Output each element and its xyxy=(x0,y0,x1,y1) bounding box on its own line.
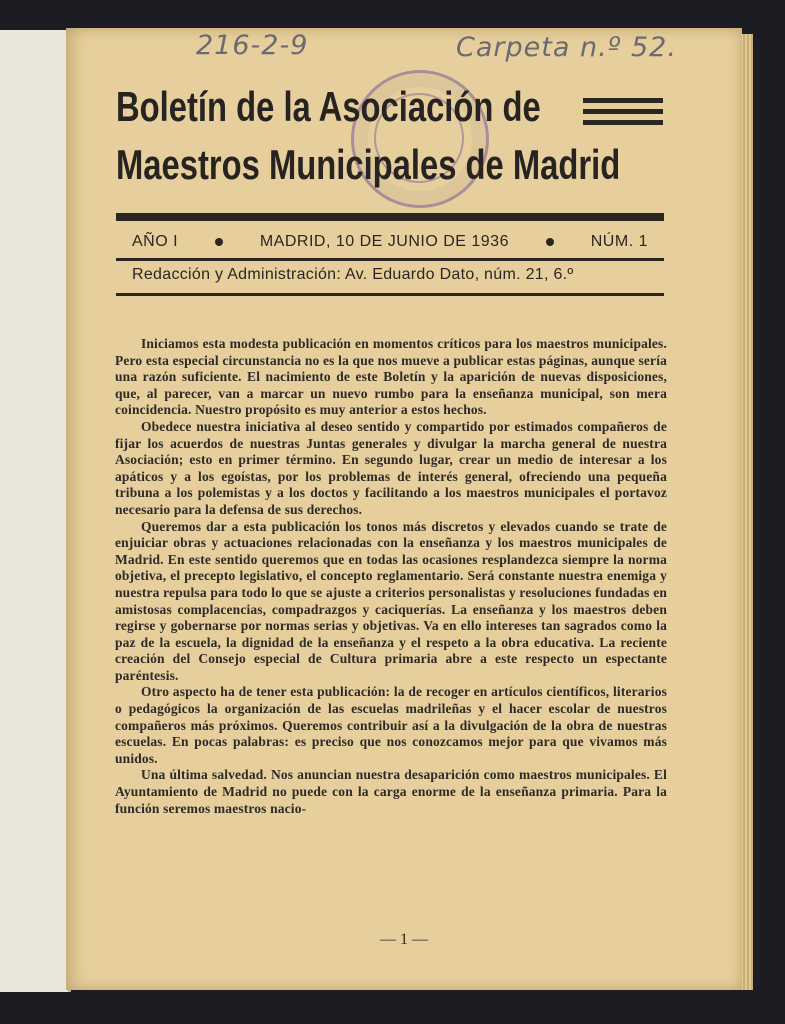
paragraph: Una última salvedad. Nos anuncian nuestra desaparición como maestros municipales. El Ayuntamiento de Madrid no puede con la carga enorme de la enseñanza primaria. Para la función seremos maestros nacio- xyxy=(115,767,667,816)
handwritten-reference: 216-2-9 xyxy=(196,30,309,61)
administration-address: Redacción y Administración: Av. Eduardo Dato, núm. 21, 6.º xyxy=(132,266,574,283)
issue-number: NÚM. 1 xyxy=(590,233,648,250)
bullet-icon xyxy=(215,238,223,246)
issue-info xyxy=(116,227,664,257)
masthead-rule xyxy=(116,213,664,221)
title-decoration-icon xyxy=(583,98,663,131)
divider xyxy=(116,258,664,261)
paragraph: Queremos dar a esta publicación los tonos más discretos y elevados cuando se trate de enjuiciar obras y actuaciones relacionadas con la enseñanza y los maestros municipales de Madrid. En este sentido queremos que en todas las ocasiones resplandezca siempre la norma objetiva, el precepto legislativo, el concepto reglamentario. Será constante nuestra enemiga y nuestra repulsa para todo lo que se ajuste a criterios personalistas y resoluciones fundadas en amistosas complacencias, compadrazgos y caciquerías. La enseñanza y los maestros deben regirse y gobernarse por normas serias y objetivas. Va en ello intereses tan sagrados como la paz de la escuela, la dignidad de la enseñanza y el respeto a la obra educativa. La reciente creación del Consejo especial de Cultura primaria abre a este respecto un espectante paréntesis. xyxy=(115,518,667,683)
bullet-icon xyxy=(546,238,554,246)
issue-date: MADRID, 10 DE JUNIO DE 1936 xyxy=(259,233,509,250)
issue-year: AÑO I xyxy=(132,233,179,250)
handwritten-folder-note: Carpeta n.º 52. xyxy=(456,32,677,63)
paragraph: Obedece nuestra iniciativa al deseo sentido y compartido por estimados compañeros de fijar los acuerdos de nuestras Juntas generales y divulgar la marcha general de nuestra Asociación; esto en primer término. En segundo lugar, crear un medio de interesar a los apáticos y a los egoístas, por los problemas de interés general, ofreciendo una pequeña tribuna a los polemistas y a los doctos y facilitando a los maestros municipales el portavoz necesario para la defensa de sus derechos. xyxy=(115,418,667,517)
masthead-title xyxy=(116,78,621,194)
article-body xyxy=(115,336,667,817)
page-number: — 1 — xyxy=(380,931,428,948)
divider xyxy=(116,293,664,296)
facing-page xyxy=(0,30,71,992)
title-line-1: Boletín de la Asociación de xyxy=(116,83,541,130)
document-page xyxy=(66,28,742,990)
title-line-2: Maestros Municipales de Madrid xyxy=(116,141,621,188)
paragraph: Otro aspecto ha de tener esta publicación: la de recoger en artículos científicos, literarios o pedagógicos la organización de las escuelas madrileñas y el hacer escolar de nuestros compañeros más próximos. Queremos contribuir así a la divulgación de la obra de nuestras escuelas. En pocas palabras: es preciso que nos conozcamos mejor para que vivamos más unidos. xyxy=(115,684,667,766)
paragraph: Iniciamos esta modesta publicación en momentos críticos para los maestros municipales. Pero esta especial circunstancia no es la que nos mueve a publicar estas páginas, aunque sería una razón suficiente. El nacimiento de este Boletín y la aparición de nuevas disposiciones, que, al parecer, van a marcar un nuevo rumbo para la enseñanza municipal, son mera coincidencia. Nuestro propósito es muy anterior a estos hechos. xyxy=(115,336,667,418)
